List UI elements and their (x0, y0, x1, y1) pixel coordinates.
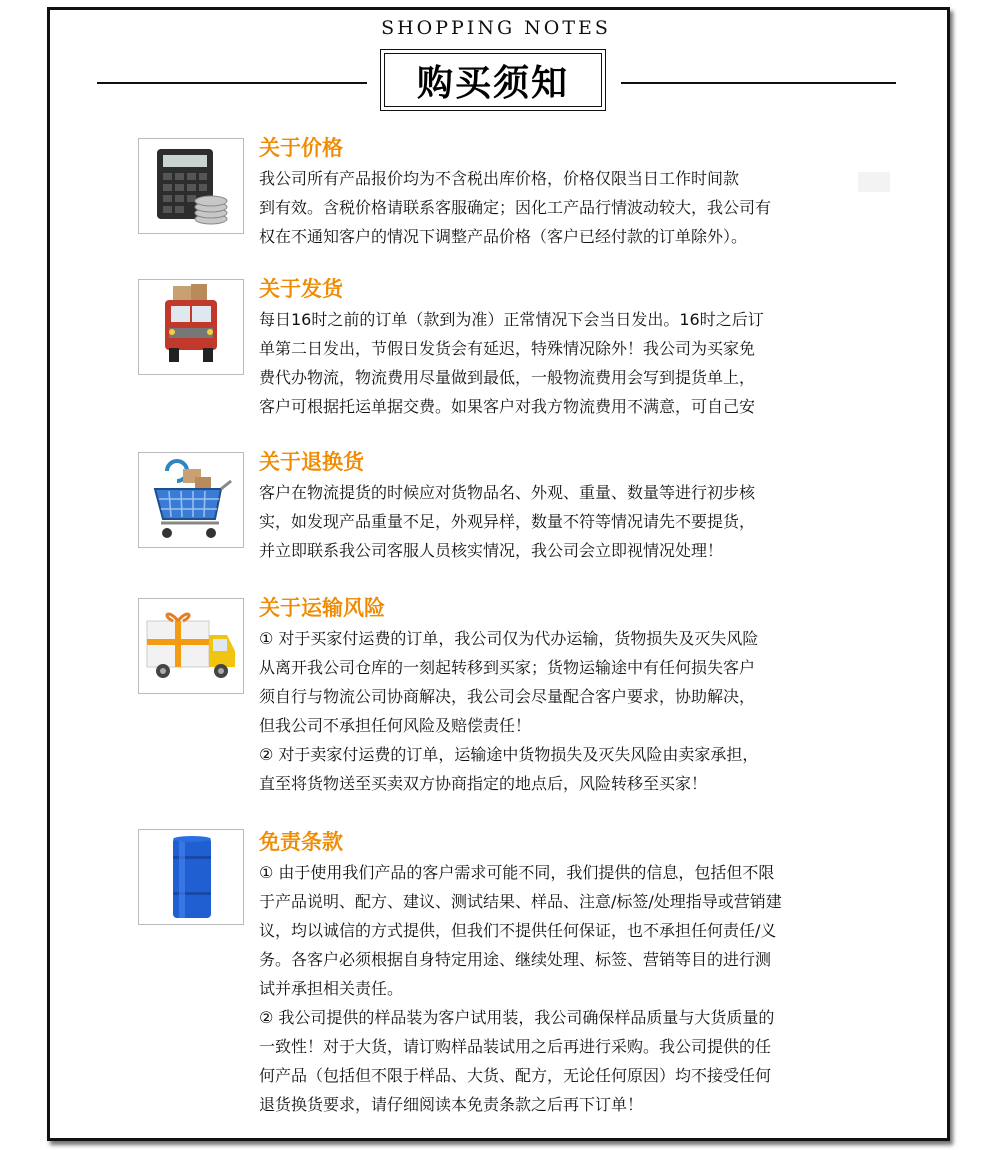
body-line: 到有效。含税价格请联系客服确定；因化工产品行情波动较大，我公司有 (259, 198, 772, 217)
gift-truck-icon (138, 598, 244, 694)
body-line: ② 对于卖家付运费的订单，运输途中货物损失及灭失风险由卖家承担， (259, 745, 759, 764)
section-title: 关于退换货 (259, 450, 364, 474)
header-rule-right (621, 82, 896, 84)
section-body (259, 478, 869, 565)
body-line: ① 由于使用我们产品的客户需求可能不同，我们提供的信息，包括但不限 (259, 863, 775, 882)
body-line: ① 对于买家付运费的订单，我公司仅为代办运输，货物损失及灭失风险 (259, 629, 759, 648)
body-line: 试并承担相关责任。 (259, 979, 404, 998)
body-line: 但我公司不承担任何风险及赔偿责任！ (259, 716, 532, 735)
body-line: 一致性！对于大货，请订购样品装试用之后再进行采购。我公司提供的任 (259, 1037, 772, 1056)
section-body (259, 858, 869, 1119)
body-line: 并立即联系我公司客服人员核实情况，我公司会立即视情况处理！ (259, 541, 724, 560)
body-line: 退货换货要求，请仔细阅读本免责条款之后再下订单！ (259, 1095, 644, 1114)
body-line: 权在不通知客户的情况下调整产品价格（客户已经付款的订单除外）。 (259, 227, 748, 246)
page-title: 购买须知 (384, 53, 602, 107)
body-line: 何产品（包括但不限于样品、大货、配方，无论任何原因）均不接受任何 (259, 1066, 772, 1085)
title-box (380, 49, 606, 111)
section-title: 关于运输风险 (259, 596, 385, 620)
body-line: 议，均以诚信的方式提供，但我们不提供任何保证，也不承担任何责任/义 (259, 921, 777, 940)
calculator-coins-icon (138, 138, 244, 234)
blue-drum-icon (138, 829, 244, 925)
header-english: SHOPPING NOTES (381, 17, 611, 39)
body-line: ② 我公司提供的样品装为客户试用装，我公司确保样品质量与大货质量的 (259, 1008, 775, 1027)
body-line: 客户在物流提货的时候应对货物品名、外观、重量、数量等进行初步核 (259, 483, 756, 502)
section-title: 关于发货 (259, 277, 343, 301)
section-body (259, 305, 869, 421)
section-title: 免责条款 (259, 830, 343, 854)
body-line: 单第二日发出，节假日发货会有延迟，特殊情况除外！我公司为买家免 (259, 339, 756, 358)
body-line: 我公司所有产品报价均为不含税出库价格，价格仅限当日工作时间款 (259, 169, 740, 188)
body-line: 实，如发现产品重量不足，外观异样，数量不符等情况请先不要提货， (259, 512, 756, 531)
body-line: 务。各客户必须根据自身特定用途、继续处理、标签、营销等目的进行测 (259, 950, 772, 969)
body-line: 费代办物流，物流费用尽量做到最低，一般物流费用会写到提货单上， (259, 368, 756, 387)
section-title: 关于价格 (259, 136, 343, 160)
body-line: 从离开我公司仓库的一刻起转移到买家；货物运输途中有任何损失客户 (259, 658, 756, 677)
body-line: 每日16时之前的订单（款到为准）正常情况下会当日发出。16时之后订 (259, 310, 764, 329)
section-body (259, 164, 869, 251)
shopping-cart-icon (138, 452, 244, 548)
body-line: 须自行与物流公司协商解决，我公司会尽量配合客户要求，协助解决， (259, 687, 756, 706)
header-rule-left (97, 82, 367, 84)
body-line: 直至将货物送至买卖双方协商指定的地点后，风险转移至买家！ (259, 774, 708, 793)
body-line: 于产品说明、配方、建议、测试结果、样品、注意/标签/处理指导或营销建 (259, 892, 782, 911)
body-line: 客户可根据托运单据交费。如果客户对我方物流费用不满意，可自己安 (259, 397, 756, 416)
section-body (259, 624, 869, 798)
delivery-truck-icon (138, 279, 244, 375)
